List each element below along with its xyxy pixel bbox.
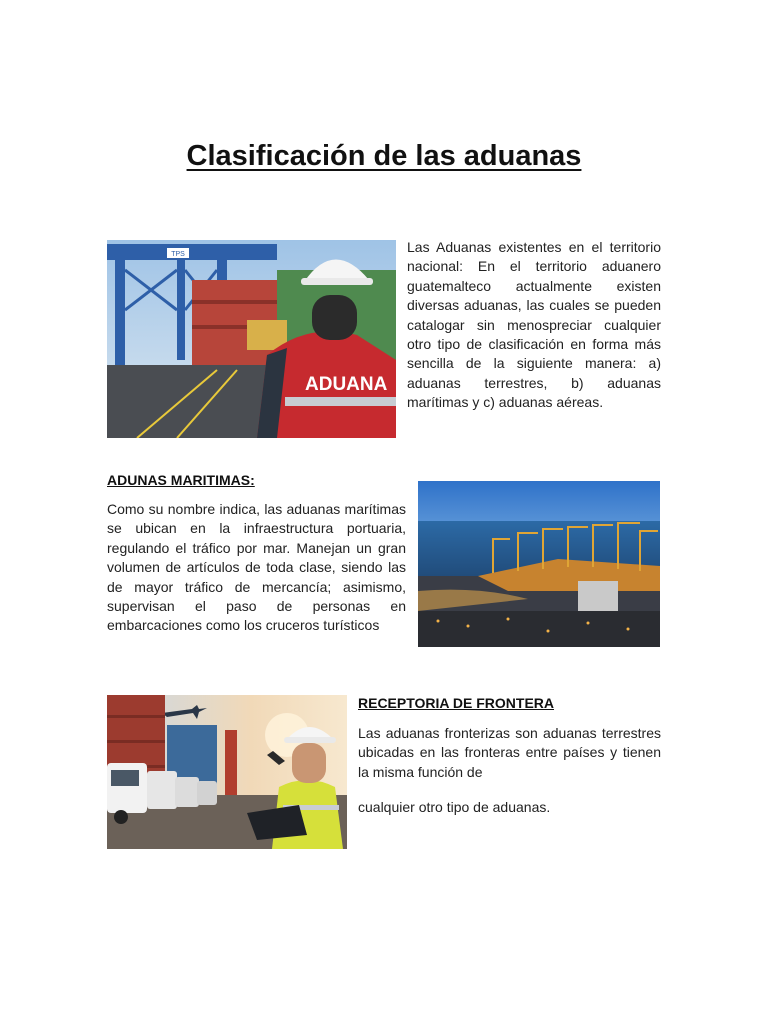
frontera-paragraph-continuation: cualquier otro tipo de aduanas. bbox=[358, 799, 551, 815]
border-customs-photo bbox=[107, 695, 347, 849]
vest-text: ADUANA bbox=[305, 374, 388, 395]
maritimas-heading: ADUNAS MARITIMAS: bbox=[107, 472, 255, 488]
customs-officer-photo bbox=[107, 240, 396, 438]
intro-paragraph: Las Aduanas existentes en el territorio nacional: En el territorio aduanero guatemalteco actualmente existen diversas aduanas, las cuales se pueden catalogar sin menospreciar cualquier otro tipo de clasificación en forma más sencilla de la siguiente manera: a) aduanas terrestres, b) aduanas marítimas y c) aduanas aéreas. bbox=[407, 239, 661, 411]
sign-text: TPS bbox=[171, 251, 185, 258]
frontera-paragraph: Las aduanas fronterizas son aduanas terrestres ubicadas en las fronteras entre países y tienen la misma función de bbox=[358, 725, 661, 780]
port-photo bbox=[418, 481, 660, 647]
frontera-heading: RECEPTORIA DE FRONTERA bbox=[358, 695, 555, 711]
page-title: Clasificación de las aduanas bbox=[186, 140, 582, 172]
maritimas-paragraph: Como su nombre indica, las aduanas marítimas se ubican en la infraestructura portuaria, regulando el tráfico por mar. Manejan un gran volumen de artículos de toda clase, siendo las de mayor tráfico de mercancía; asimismo, supervisan el paso de personas en embarcaciones como los cruceros turísticos bbox=[107, 501, 406, 634]
